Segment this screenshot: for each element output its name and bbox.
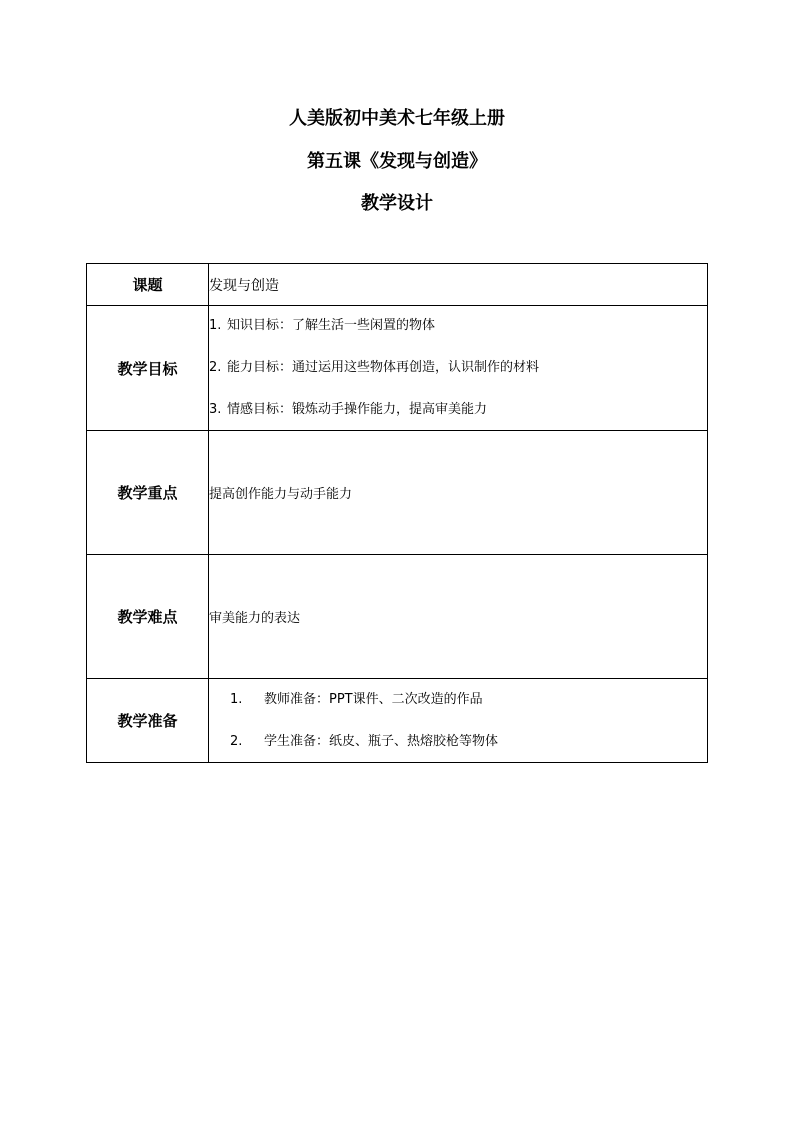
list-item [209,692,707,708]
topic-label: 课题 [87,264,209,306]
key-points-value: 提高创作能力与动手能力 [209,431,708,555]
lesson-plan-table [86,263,708,763]
list-number: 3. [209,402,222,417]
list-item [209,734,707,750]
objective-text: 能力目标：通过运用这些物体再创造，认识制作的材料 [227,360,540,375]
list-number: 2. [209,360,222,375]
list-item [209,402,707,418]
list-item [209,318,707,334]
difficult-points-label: 教学难点 [87,555,209,679]
list-number: 1. [230,691,243,707]
table-row-topic [87,264,708,306]
difficult-points-value: 审美能力的表达 [209,555,708,679]
preparation-label: 教学准备 [87,679,209,763]
table-row-objectives [87,306,708,431]
preparation-text: 学生准备：纸皮、瓶子、热熔胶枪等物体 [264,733,499,749]
table-row-preparation [87,679,708,763]
list-item [209,360,707,376]
document-subtitle: 教学设计 [361,193,433,214]
objective-text: 知识目标：了解生活一些闲置的物体 [227,318,436,333]
preparation-cell [209,679,708,763]
table-row-difficult-points [87,555,708,679]
objectives-cell [209,306,708,431]
objectives-label: 教学目标 [87,306,209,431]
preparation-text: 教师准备：PPT课件、二次改造的作品 [264,691,483,707]
lesson-title: 第五课《发现与创造》 [307,151,487,172]
list-number: 1. [209,318,222,333]
objective-text: 情感目标：锻炼动手操作能力，提高审美能力 [227,402,488,417]
list-number: 2. [230,733,243,749]
topic-value: 发现与创造 [209,277,279,294]
topic-cell [209,264,708,306]
document-title: 人美版初中美术七年级上册 [289,108,505,129]
table-row-key-points [87,431,708,555]
key-points-label: 教学重点 [87,431,209,555]
